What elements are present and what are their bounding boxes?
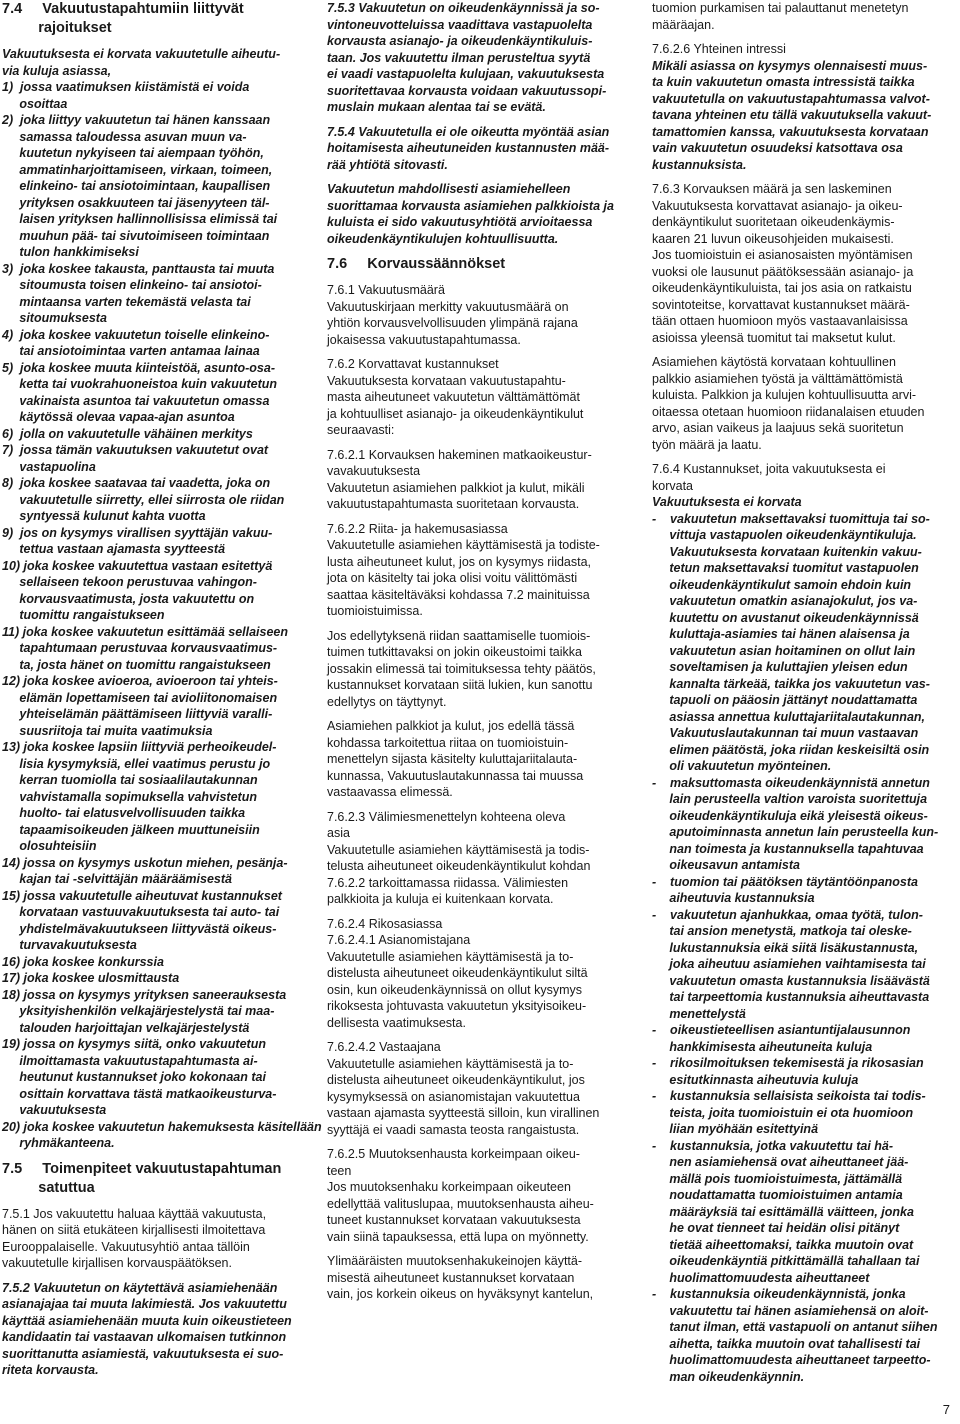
text-line: oikeusavun antamista bbox=[652, 858, 800, 872]
text-line: osin, kun oikeudenkäynnissä on ollut kysymys bbox=[327, 982, 582, 997]
text-line: määräyksiä tai esittämällä väitteen, jonka bbox=[652, 1204, 914, 1219]
text-line: syntyessä kulunut kahta vuotta bbox=[2, 509, 206, 523]
text-line: esitutkinnasta aiheutuvia kuluja bbox=[652, 1072, 859, 1087]
text-line: oikeudenkäyntikulut samoin ehdoin kuin bbox=[652, 577, 912, 592]
text-line: 7.5.1 Jos vakuutettu haluaa käyttää vakuutusta, bbox=[2, 1206, 267, 1221]
text-line: tuomioistuimissa. bbox=[327, 604, 423, 618]
text-line: kunnassa, Vakuutuslautakunnassa tai muussa bbox=[327, 768, 584, 783]
text-line: ta, josta hänet on tuomittu rangaistukseen bbox=[2, 657, 271, 672]
text-line: suorittamaa korvausta asiamiehen palkkioista ja bbox=[327, 198, 614, 213]
paragraph-gap bbox=[327, 1138, 633, 1146]
text-line: kohdassa tarkoitettua riitaa on tuomioistuin- bbox=[327, 735, 569, 750]
text-line: palkkioita ja kuluja ei kuitenkaan korvata. bbox=[327, 892, 554, 906]
text-line: joka aiheutuu asiamiehen vaihtamisesta tai bbox=[652, 957, 926, 971]
text-line: kerran tuomiolla tai sosiaalilautakunnan bbox=[2, 773, 258, 787]
text-line: vain siinä tapauksessa, että lupa on myönnetty. bbox=[327, 1229, 589, 1244]
text-line: ryhmäkanteena. bbox=[2, 1136, 115, 1150]
text-line: asiassa annettua kuluttajariitalautakunnan, bbox=[652, 709, 925, 724]
text-line: 7.6.2 Korvattavat kustannukset bbox=[327, 357, 499, 371]
text-line: 15) jossa vakuutetulle aiheutuvat kustannukset bbox=[2, 888, 282, 903]
text-line: jokaisessa vakuutustapahtumassa. bbox=[327, 332, 521, 347]
text-line: 7.6.2.1 Korvauksen hakeminen matkaoikeustur- bbox=[327, 447, 592, 462]
text-line: kannalta tärkeää, taikka jos vakuutetun vas- bbox=[652, 676, 930, 691]
text-line: 7.6.2.4.1 Asianomistajana bbox=[327, 933, 471, 947]
text-line: 5) joka koskee muuta kiinteistöä, asunto-osa- bbox=[2, 360, 275, 375]
text-line: tai tarpeettomia kustannuksia aiheuttavasta bbox=[652, 990, 930, 1004]
text-line: ei vaadi vastapuolelta kulujaan, vakuutuksesta bbox=[327, 67, 605, 81]
text-line: tietää aiheettomaksi, taikka muutoin ovat bbox=[652, 1237, 914, 1252]
text-line: Vakuutetulle asiamiehen käyttämisestä ja todiste- bbox=[327, 538, 600, 552]
text-line: kustannukset korvataan siitä lukien, kun sanottu bbox=[327, 678, 593, 692]
text-line: tai ansiotoimintaa varten antamaa lainaa bbox=[2, 344, 260, 358]
paragraph-gap bbox=[327, 1031, 633, 1039]
text-line: jota on käsitelty tai joka olisi voitu välittömästi bbox=[327, 571, 578, 585]
text-line: tapaamisoikeuden jälkeen muuttuneisiin bbox=[2, 822, 260, 837]
text-line: sellaiseen tekoon perustuvaa vahingon- bbox=[2, 575, 257, 589]
paragraph-gap bbox=[327, 1245, 633, 1253]
text-line: tai ansion menetystä, matkoja tai oleske- bbox=[652, 924, 912, 938]
paragraph-gap bbox=[652, 453, 958, 461]
paragraph-gap bbox=[652, 173, 958, 181]
text-line: yksityishenkilön velkajärjestelystä tai maa- bbox=[2, 1004, 275, 1018]
text-line: sitoumusta toisen elinkeino- tai ansiotoi- bbox=[2, 278, 262, 292]
text-line: kaaren 21 luvun oikeusohjeiden mukaisesti. bbox=[652, 231, 894, 246]
text-line: yhteiselämän päättämiseen liittyviä varalli- bbox=[2, 707, 273, 721]
text-line: korvausvaatimusta, josta vakuutettu on bbox=[2, 591, 255, 606]
text-line: suusriitoja tai muita vaatimuksia bbox=[2, 723, 213, 738]
paragraph-gap bbox=[327, 247, 633, 255]
text-line: rikoksesta johtuvasta vakuutetun yksityisoikeu- bbox=[327, 999, 587, 1013]
text-line: 7) jossa tämän vakuutuksen vakuutetut ovat bbox=[2, 443, 269, 457]
text-line: käytössä olevaa vapaa-ajan asuntoa bbox=[2, 410, 235, 424]
text-line: aputoiminnasta annetun lain perusteella kun- bbox=[652, 825, 939, 839]
text-line: teista, joita tuomioistuin ei ota huomioon bbox=[652, 1105, 914, 1120]
section-heading-line: rajoitukset bbox=[2, 20, 112, 36]
text-line: arvo, asian vaikeus ja laajuus sekä suoritetun bbox=[652, 421, 904, 435]
text-line: asioissa yleensä tuomitut tai maksetut kulut. bbox=[652, 330, 896, 345]
section-heading-line: 7.4 Vakuutustapahtumiin liittyvät bbox=[2, 1, 244, 17]
text-line: korvataan vastuuvakuutuksesta tai auto- tai bbox=[2, 905, 280, 919]
text-line: he ovat tienneet tai heidän olisi pitänyt bbox=[652, 1221, 900, 1235]
text-line: ja kohtuulliset asianajo- ja oikeudenkäyntikulut bbox=[327, 406, 584, 421]
text-line: vakuutetulla on vakuutustapahtumassa valvot- bbox=[652, 91, 930, 106]
text-line: suoritettavaa korvausta voidaan vakuutussopi- bbox=[327, 83, 607, 98]
text-line: elämän lopettamiseen tai avioliitonomaisen bbox=[2, 690, 278, 705]
text-line: dellisesta vaatimuksesta. bbox=[327, 1015, 466, 1030]
page-number: 7 bbox=[942, 1402, 950, 1417]
text-line: vakuutetun omasta kustannuksia lisäävästä bbox=[652, 973, 930, 988]
text-line: man oikeudenkäynnin. bbox=[652, 1369, 805, 1384]
text-line: vakuutuksesta bbox=[2, 1103, 107, 1117]
text-line: tetun maksettavaksi tuomitut vastapuolen bbox=[652, 561, 919, 575]
text-line: yhdistelmävakuutukseen liittyvästä oikeus- bbox=[2, 921, 277, 936]
text-line: 8) joka koskee saatavaa tai vaadetta, joka on bbox=[2, 476, 271, 490]
text-line: 7.6.2.3 Välimiesmenettelyn kohteena oleva bbox=[327, 809, 566, 824]
paragraph-gap bbox=[327, 908, 633, 916]
text-line: Asiamiehen käytöstä korvataan kohtuullinen bbox=[652, 355, 896, 369]
text-line: jossakin elimessä tai toimituksessa tehty päätös, bbox=[327, 661, 596, 676]
text-line: riteta korvausta. bbox=[2, 1363, 99, 1377]
text-line: Vakuutetulle asiamiehen käyttämisestä ja todis- bbox=[327, 842, 590, 857]
column-middle bbox=[327, 0, 633, 1303]
text-line: vittuja vastapuolen oikeudenkäyntikuluja. bbox=[652, 528, 917, 542]
text-line: distelusta aiheutuneet oikeudenkäyntikulut siltä bbox=[327, 966, 588, 980]
text-line: vakuutettu tai hänen asiamiehensä on aloit- bbox=[652, 1303, 929, 1318]
text-line: vakuutetun asian hoitaminen on ollut lain bbox=[652, 643, 916, 658]
text-line: kustannuksista. bbox=[652, 157, 747, 172]
text-line: tamattomien kanssa, vakuutuksesta korvataan bbox=[652, 124, 929, 139]
text-line: vakuutetulle siirretty, ellei siirrosta ole riidan bbox=[2, 492, 285, 507]
text-line: tulon hankkimiseksi bbox=[2, 245, 139, 259]
text-line: - kustannuksia oikeudenkäynnistä, jonka bbox=[652, 1287, 906, 1301]
text-line: - kustannuksia, jotka vakuutettu tai hä- bbox=[652, 1138, 894, 1153]
text-line: 7.5.3 Vakuutetun on oikeudenkäynnissä ja so- bbox=[327, 1, 600, 15]
text-line: 7.6.2.2 Riita- ja hakemusasiassa bbox=[327, 521, 508, 536]
text-line: samassa taloudessa asuvan muun va- bbox=[2, 129, 247, 144]
text-line: korvata bbox=[652, 478, 693, 493]
text-line: mällä pois tuomioistuimesta, jättämällä bbox=[652, 1171, 903, 1186]
text-line: - oikeustieteellisen asiantuntijalausunnon bbox=[652, 1023, 911, 1037]
text-line: työn määrä ja laatu. bbox=[652, 437, 762, 452]
text-line: Vakuutuksesta korvattavat asianajo- ja oikeu- bbox=[652, 198, 903, 213]
text-line: käyttää asiamiehenään muuta kuin oikeustieteen bbox=[2, 1313, 292, 1328]
text-line: Asiamiehen palkkiot ja kulut, jos edellä tässä bbox=[327, 719, 575, 733]
text-line: Vakuutuksesta ei korvata bbox=[652, 495, 802, 509]
text-line: 19) jossa on kysymys siitä, onko vakuutetun bbox=[2, 1037, 266, 1051]
text-line: asianajajaa tai muuta lakimiestä. Jos vakuutettu bbox=[2, 1297, 287, 1311]
paragraph-gap bbox=[327, 439, 633, 447]
text-line: lain perusteella valtion varoista suoritettuja bbox=[652, 792, 928, 806]
text-line: 20) joka koskee vakuutetun hakemuksesta käsitellään bbox=[2, 1119, 322, 1134]
text-line: aihetta, taikka muutoin ovat tahallisesti tai bbox=[652, 1336, 921, 1351]
text-line: distelusta aiheutuneet oikeudenkäyntikulut, jos bbox=[327, 1073, 585, 1087]
text-line: Eurooppalaiselle. Vakuutusyhtiö antaa tällöin bbox=[2, 1239, 250, 1254]
text-line: ketta tai vuokrahuoneistoa kuin vakuutetun bbox=[2, 377, 278, 391]
text-line: hankkimisesta aiheutuneita kuluja bbox=[652, 1039, 873, 1054]
text-line: oikeudenkäyntikuluja eikä yleisestä oikeus- bbox=[652, 808, 928, 823]
text-line: Vakuutetun asiamiehen palkkiot ja kulut, mikäli bbox=[327, 480, 585, 495]
text-line: palkkio asiamiehen työstä ja välttämättömistä bbox=[652, 371, 903, 386]
paragraph-gap bbox=[652, 346, 958, 354]
text-line: 2) joka liittyy vakuutetun tai hänen kanssaan bbox=[2, 113, 271, 127]
text-line: osoittaa bbox=[2, 96, 68, 111]
paragraph-gap bbox=[2, 38, 308, 46]
paragraph-gap bbox=[327, 620, 633, 628]
text-line: yrityksen osakkuuteen tai jäsenyyteen täl- bbox=[2, 195, 270, 210]
text-line: Jos edellytyksenä riidan saattamiselle tuomiois- bbox=[327, 628, 591, 643]
paragraph-gap bbox=[327, 348, 633, 356]
text-line: oikeudenkäyntikulujen kohtuullisuutta. bbox=[327, 231, 559, 246]
text-line: sovintoteitse, korvattavat kustannukset määrä- bbox=[652, 297, 910, 312]
text-line: 7.6.2.4.2 Vastaajana bbox=[327, 1040, 441, 1054]
text-line: 18) jossa on kysymys yrityksen saneerauksesta bbox=[2, 987, 287, 1002]
text-line: oikeudenkäyntikuluista, tai jos asia on ratkaistu bbox=[652, 281, 912, 295]
text-line: kandidaatin tai vastaavan ulkomaisen tutkinnon bbox=[2, 1330, 287, 1344]
text-line: vahvistamalla sopimuksella vahvistetun bbox=[2, 789, 257, 804]
text-line: - vakuutetun maksettavaksi tuomittuja tai so- bbox=[652, 511, 930, 526]
text-line: mintaansa varten tekemästä velasta tai bbox=[2, 294, 251, 309]
text-line: vintoneuvotteluissa vaadittava vastapuolelta bbox=[327, 17, 593, 32]
text-line: oikeudenkäyntiä pitkittämällä tahallaan tai bbox=[652, 1254, 920, 1268]
text-line: turvavakuutuksesta bbox=[2, 938, 137, 952]
text-line: masta aiheutuneet vakuutetun välttämättömät bbox=[327, 390, 580, 404]
text-line: elinkeino- tai ansiotoimintaan, kaupallisen bbox=[2, 179, 271, 193]
text-line: Vakuutetun mahdollisesti asiamiehelleen bbox=[327, 182, 571, 196]
text-line: 7.6.4 Kustannukset, joita vakuutuksesta ei bbox=[652, 462, 886, 476]
text-line: vastaavassa elimessä. bbox=[327, 785, 453, 799]
text-line: asia bbox=[327, 826, 350, 840]
text-line: ta kuin vakuutetun omasta intressistä taikka bbox=[652, 75, 915, 89]
section-heading-line: satuttua bbox=[2, 1179, 95, 1196]
text-line: seuraavasti: bbox=[327, 423, 395, 437]
paragraph-gap bbox=[327, 173, 633, 181]
text-line: 6) jolla on vakuutetulle vähäinen merkitys bbox=[2, 426, 253, 441]
text-line: noudattamatta tuomioistuimen antamia bbox=[652, 1188, 903, 1202]
text-line: - kustannuksia sellaisista seikoista tai todis- bbox=[652, 1089, 926, 1103]
text-line: 7.5.4 Vakuutetulla ei ole oikeutta myöntää asian bbox=[327, 124, 610, 139]
text-line: heutunut kustannukset joko kokonaan tai bbox=[2, 1070, 266, 1084]
text-line: tanut ilman, että vastapuoli on antanut siihen bbox=[652, 1320, 938, 1334]
text-line: menettelyn sijasta käsitelty kuluttajariitalauta- bbox=[327, 752, 578, 766]
paragraph-gap bbox=[2, 1152, 308, 1160]
text-line: 12) joka koskee avioeroa, avioeroon tai yhteis- bbox=[2, 674, 278, 688]
text-line: suorittanutta asiamiestä, vakuutuksesta ei suo- bbox=[2, 1346, 284, 1361]
text-line: vakuutetun omatkin asianajokulut, jos va- bbox=[652, 594, 918, 608]
text-line: korvausta asianajo- ja oikeudenkäyntikuluis- bbox=[327, 34, 593, 48]
text-line: 7.6.2.5 Muutoksenhausta korkeimpaan oikeu- bbox=[327, 1147, 580, 1161]
text-line: menettelystä bbox=[652, 1006, 746, 1021]
text-line: Vakuutuksesta ei korvata vakuutetulle aiheutu- bbox=[2, 47, 281, 61]
text-line: nan toimesta ja kustannuksella tapahtuvaa bbox=[652, 841, 924, 856]
text-line: - vakuutetun ajanhukkaa, omaa työtä, tulon- bbox=[652, 907, 923, 922]
text-line: sitoumuksesta bbox=[2, 311, 107, 325]
text-line: talouden harjoittajan velkajärjestelystä bbox=[2, 1020, 250, 1035]
column-left bbox=[2, 0, 322, 1379]
paragraph-gap bbox=[327, 513, 633, 521]
text-line: teen bbox=[327, 1163, 352, 1178]
text-line: elimen päätöstä, joka riidan keskeisiltä osin bbox=[652, 742, 930, 757]
text-line: via kuluja asiassa, bbox=[2, 63, 112, 78]
text-line: vakuutetulle kirjallisen korvauspäätöksen. bbox=[2, 1256, 232, 1270]
text-line: lukustannuksia eikä siitä lisäkustannusta, bbox=[652, 940, 919, 955]
text-line: yhtiön korvausvelvollisuuden ylimpänä rajana bbox=[327, 316, 578, 330]
text-line: 4) joka koskee vakuutetun toiselle elinkeino- bbox=[2, 327, 270, 342]
text-line: lisia kysymyksiä, ellei vaatimus perustu jo bbox=[2, 756, 271, 771]
text-line: 9) jos on kysymys virallisen syyttäjän vakuu- bbox=[2, 525, 273, 540]
text-line: kuluttaja-asiamies tai hänen alaisensa ja bbox=[652, 627, 910, 641]
text-line: kuutetun nykyiseen tai aiempaan työhön, bbox=[2, 146, 264, 160]
text-line: vastaan ajamasta syytteestä silloin, kun virallinen bbox=[327, 1106, 600, 1120]
text-line: Vakuutuksesta korvataan vakuutustapahtu- bbox=[327, 373, 566, 388]
section-heading-line: 7.5 Toimenpiteet vakuutustapahtuman bbox=[2, 1160, 282, 1177]
text-line: vavakuutuksesta bbox=[327, 464, 421, 478]
text-line: Mikäli asiassa on kysymys olennaisesti muus- bbox=[652, 58, 928, 73]
text-line: taan. Jos vakuutettu ilman perusteltua syytä bbox=[327, 50, 591, 65]
text-line: huolto- tai elatusvelvollisuuden taikka bbox=[2, 806, 246, 820]
paragraph-gap bbox=[2, 1198, 308, 1206]
text-line: 13) joka koskee lapsiin liittyviä perheoikeudel- bbox=[2, 740, 277, 754]
text-line: Jos tuomioistuin ei asianosaisten myöntämisen bbox=[652, 248, 913, 262]
text-line: - tuomion tai päätöksen täytäntöönpanosta bbox=[652, 874, 918, 889]
text-line: vakuutustapahtumasta suoritetaan korvausta. bbox=[327, 497, 580, 511]
paragraph-gap bbox=[327, 710, 633, 718]
text-line: vain vakuutetun osuudeksi katsottava osa bbox=[652, 141, 903, 155]
text-line: 10) joka koskee vakuutettua vastaan esitettyä bbox=[2, 558, 273, 573]
text-line: vain, jos korkein oikeus on hyväksynyt kantelun, bbox=[327, 1287, 594, 1301]
paragraph-gap bbox=[327, 801, 633, 809]
text-line: 7.6.3 Korvauksen määrä ja sen laskeminen bbox=[652, 182, 892, 196]
section-heading-line: 7.6 Korvaussäännökset bbox=[327, 256, 506, 272]
text-line: tapuoli on pääosin jättänyt noudattamatta bbox=[652, 693, 918, 707]
text-line: muslain mukaan alentaa tai se evätä. bbox=[327, 100, 546, 114]
text-line: tuomittu rangaistukseen bbox=[2, 608, 165, 622]
text-line: 7.5.2 Vakuutetun on käytettävä asiamiehenään bbox=[2, 1280, 278, 1295]
text-line: tuimen tutkittavaksi on jokin oikeustoimi taikka bbox=[327, 645, 582, 659]
text-line: 3) joka koskee takausta, panttausta tai muuta bbox=[2, 261, 275, 276]
text-line: muuhun pää- tai sivutoimiseen toimintaan bbox=[2, 228, 270, 243]
text-line: kuluista ei sido vakuutusyhtiötä arvioitaessa bbox=[327, 215, 593, 229]
text-line: edellyttää valituslupaa, muutoksenhausta aiheu- bbox=[327, 1196, 594, 1211]
text-line: Vakuutetulle asiamiehen käyttämisestä ja to- bbox=[327, 1056, 574, 1071]
text-line: 7.6.2.4 Rikosasiassa bbox=[327, 916, 443, 931]
text-line: kysymyksessä on asianomistajan vakuutettua bbox=[327, 1089, 580, 1104]
text-line: kuutettu on avustanut oikeudenkäynnissä bbox=[652, 610, 919, 625]
paragraph-gap bbox=[652, 33, 958, 41]
text-line: lusta aiheutuneet kulut, jos on kysymys riidasta, bbox=[327, 554, 592, 569]
text-line: huolimattomuudesta aiheuttaneet bbox=[652, 1270, 870, 1285]
text-line: tään ottaen huomioon myös vastaavanlaisissa bbox=[652, 314, 908, 328]
text-line: 16) joka koskee konkurssia bbox=[2, 954, 164, 969]
text-line: osittain korvattava tästä matkaoikeusturva- bbox=[2, 1086, 277, 1101]
text-line: Vakuutuslautakunnan tai muun vastaavan bbox=[652, 726, 919, 740]
text-line: olosuhteisiin bbox=[2, 839, 97, 853]
text-line: telusta aiheutuneet oikeudenkäyntikulut kohdan bbox=[327, 859, 591, 873]
text-line: vakinaista asuntoa tai vakuutetun omassa bbox=[2, 393, 270, 408]
text-line: 7.6.1 Vakuutusmäärä bbox=[327, 283, 445, 297]
text-line: denkäyntikulut suoritetaan oikeudenkäymis- bbox=[652, 215, 895, 229]
text-line: 7.6.2.6 Yhteinen intressi bbox=[652, 42, 786, 56]
text-line: tapahtumaan perustuvaa korvausvaatimus- bbox=[2, 641, 278, 655]
text-line: saattaa käsiteltäväksi kohdassa 7.2 mainituissa bbox=[327, 587, 590, 602]
text-line: määräajan. bbox=[652, 17, 715, 32]
text-line: aiheutuvia kustannuksia bbox=[652, 891, 815, 905]
text-line: kajan tai -selvittäjän määräämisestä bbox=[2, 872, 232, 886]
text-line: huolimattomuudesta aiheuttaneet tarpeetto- bbox=[652, 1353, 931, 1367]
text-line: Jos muutoksenhaku korkeimpaan oikeuteen bbox=[327, 1180, 571, 1194]
text-line: vastapuolina bbox=[2, 459, 96, 474]
text-line: laisen yrityksen hallinnollisissa elimissä tai bbox=[2, 212, 278, 226]
text-line: - maksuttomasta oikeudenkäynnistä annetun bbox=[652, 775, 930, 790]
text-line: Vakuutetulle asiamiehen käyttämisestä ja to- bbox=[327, 949, 574, 964]
text-line: Ylimääräisten muutoksenhakukeinojen käyttä- bbox=[327, 1254, 582, 1268]
text-line: hoitamisesta aiheutuneiden kustannusten mää- bbox=[327, 141, 610, 155]
text-line: tettua vastaan ajamasta syytteestä bbox=[2, 542, 226, 556]
text-line: rää yhtiötä sitovasti. bbox=[327, 157, 448, 172]
text-line: ilmoittamasta vakuutustapahtumasta ai- bbox=[2, 1053, 258, 1068]
text-line: 7.6.2.2 tarkoittamassa riidassa. Välimiesten bbox=[327, 875, 569, 890]
text-line: hänen on siitä etukäteen kirjallisesti ilmoitettava bbox=[2, 1223, 266, 1237]
text-line: 17) joka koskee ulosmittausta bbox=[2, 971, 180, 985]
text-line: Vakuutuksesta korvataan kuitenkin vakuu- bbox=[652, 544, 922, 559]
text-line: misestä aiheutuneet kustannukset korvataan bbox=[327, 1270, 575, 1285]
text-line: - rikosilmoituksen tekemisestä ja rikosasian bbox=[652, 1056, 924, 1070]
text-line: edellytys on täyttynyt. bbox=[327, 694, 447, 709]
text-line: vuoksi ole lausunut päätöksessään asianajo- ja bbox=[652, 264, 914, 279]
text-line: nen asiamiehensä ovat aiheuttaneet jää- bbox=[652, 1155, 909, 1169]
paragraph-gap bbox=[327, 274, 633, 282]
paragraph-gap bbox=[327, 116, 633, 124]
text-line: Vakuutuskirjaan merkitty vakuutusmäärä on bbox=[327, 299, 569, 314]
text-line: ammatinharjoittamiseen, virkaan, toimeen, bbox=[2, 162, 273, 177]
text-line: 14) jossa on kysymys uskotun miehen, pesänja- bbox=[2, 855, 288, 870]
text-line: oli vakuutetun myönteinen. bbox=[652, 759, 832, 773]
text-line: 11) joka koskee vakuutetun esittämää sellaiseen bbox=[2, 624, 289, 639]
text-line: 1) jossa vaatimuksen kiistämistä ei voida bbox=[2, 80, 250, 94]
text-line: syyttäjä ei vaadi samasta teosta rangaistusta. bbox=[327, 1122, 580, 1137]
text-line: soveltamisen ja kuluttajien yleisen edun bbox=[652, 660, 908, 674]
text-line: tavana yhteinen etu tällä vakuutuksella vakuut- bbox=[652, 108, 932, 122]
text-line: oitaessa otetaan huomioon riidanalaisen etuuden bbox=[652, 404, 925, 419]
text-line: liian myöhään esitettyinä bbox=[652, 1122, 819, 1136]
paragraph-gap bbox=[2, 1272, 308, 1280]
text-line: tuomion purkamisen tai palauttanut menetetyn bbox=[652, 1, 909, 15]
text-line: tuneet kustannukset korvataan vakuutuksesta bbox=[327, 1213, 581, 1227]
text-line: kuluista. Palkkion ja kulujen kohtuullisuutta arvi- bbox=[652, 388, 917, 402]
column-right bbox=[652, 0, 958, 1385]
